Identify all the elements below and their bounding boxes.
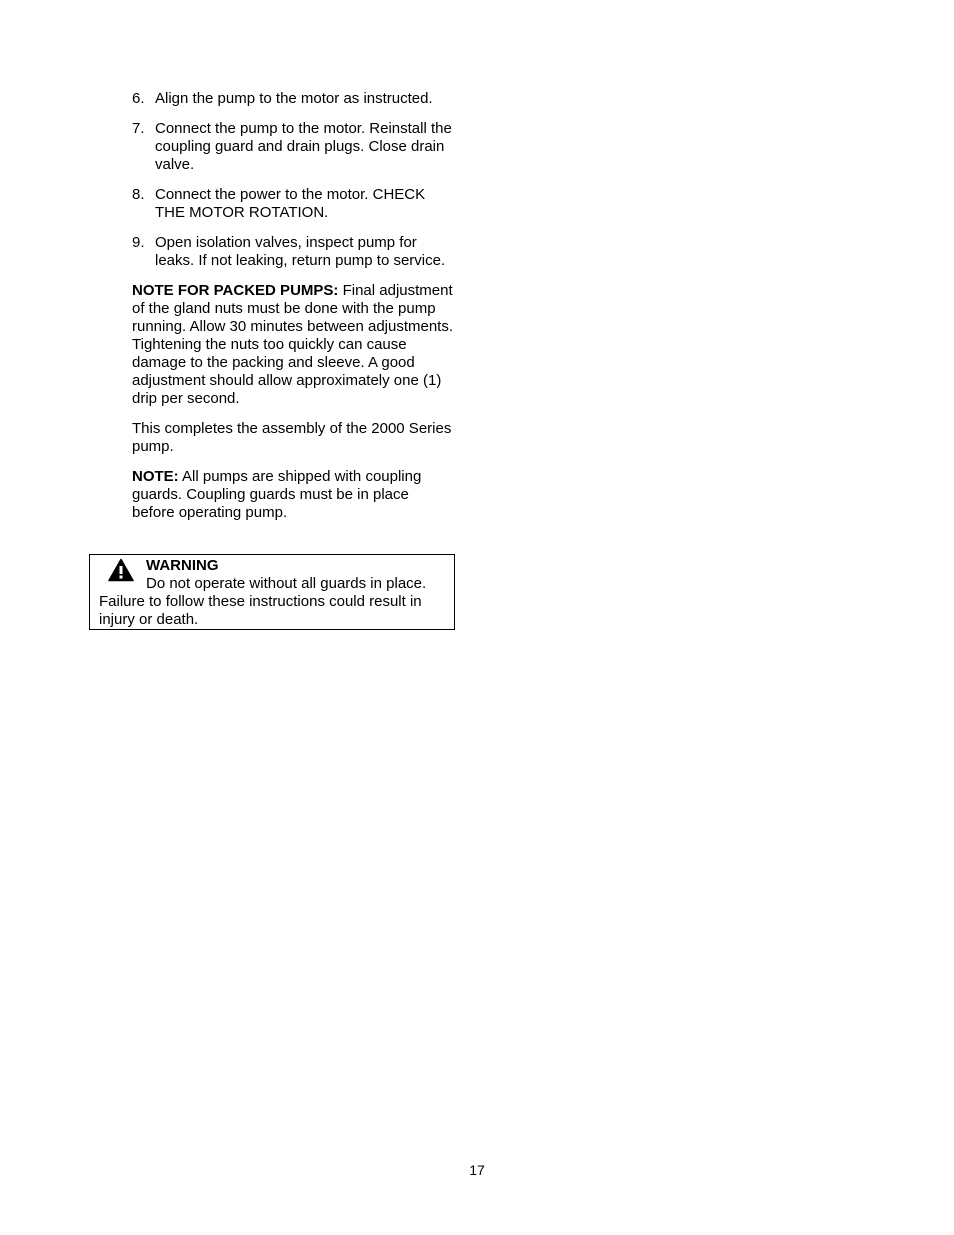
warning-text-first-line: Do not operate without all guards in place. [146, 575, 427, 592]
instructions-column [132, 90, 454, 534]
step-text: Connect the power to the motor. CHECK THE MOTOR ROTATION. [155, 186, 426, 221]
warning-box [89, 554, 455, 630]
step-number: 9. [132, 234, 145, 251]
packed-pumps-note [132, 282, 454, 408]
step-text: Open isolation valves, inspect pump for leaks. If not leaking, return pump to service. [155, 234, 446, 269]
completion-paragraph: This completes the assembly of the 2000 Series pump. [132, 420, 452, 455]
packed-pumps-note-text: Final adjustment of the gland nuts must be done with the pump running. Allow 30 minutes between adjustments. Tightening the nuts too quickly can cause damage to the packing and sleeve. A good adjustment should allow approximately one (1) drip per second. [132, 282, 454, 407]
coupling-guard-note-text: All pumps are shipped with coupling guards. Coupling guards must be in place before operating pump. [132, 468, 422, 521]
step-number: 8. [132, 186, 145, 203]
step-number: 7. [132, 120, 145, 137]
step-number: 6. [132, 90, 145, 107]
warning-triangle-icon [108, 558, 134, 582]
page-number: 17 [469, 1162, 485, 1178]
coupling-guard-note [132, 468, 454, 522]
coupling-guard-note-lead: NOTE: [132, 468, 179, 485]
step-8 [132, 186, 454, 222]
step-text: Align the pump to the motor as instructed. [155, 90, 433, 107]
step-text: Connect the pump to the motor. Reinstall the coupling guard and drain plugs. Close drain valve. [155, 120, 452, 173]
step-7 [132, 120, 454, 174]
warning-title: WARNING [146, 557, 219, 574]
packed-pumps-note-lead: NOTE FOR PACKED PUMPS: [132, 282, 339, 299]
step-9 [132, 234, 454, 270]
warning-text-rest: Failure to follow these instructions could result in injury or death. [99, 593, 422, 628]
step-6 [132, 90, 454, 108]
